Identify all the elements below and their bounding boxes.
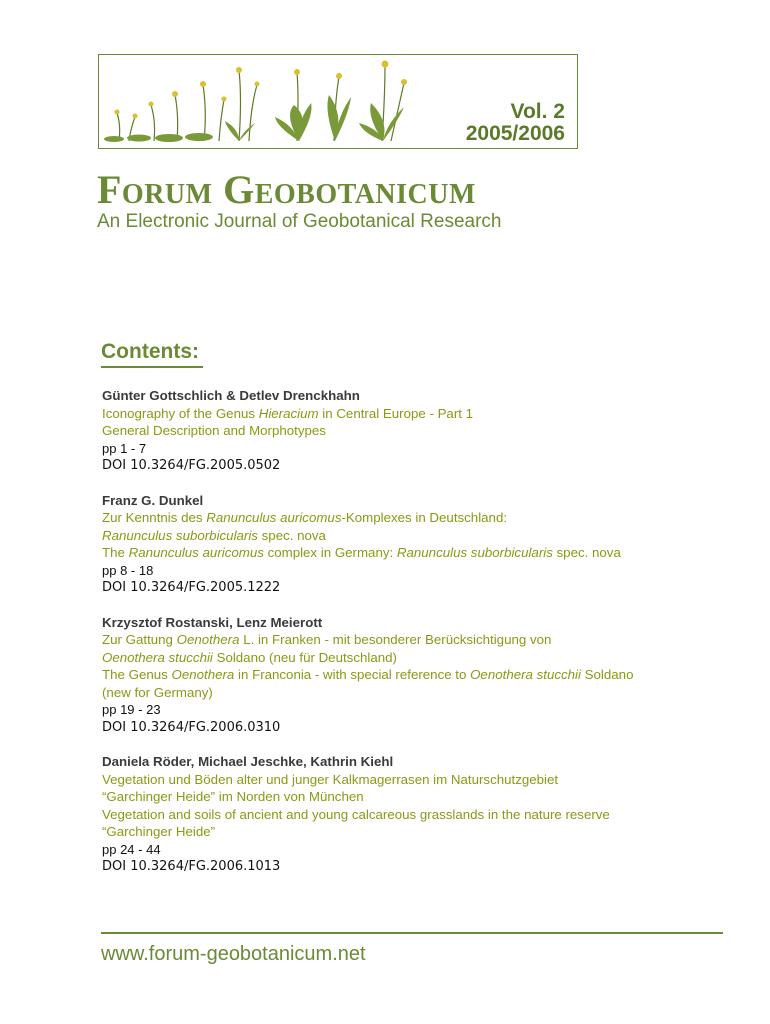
plant-illustrations [99, 55, 479, 147]
entry-doi[interactable]: DOI 10.3264/FG.2005.1222 [102, 580, 281, 595]
contents-heading: Contents: [101, 340, 199, 363]
footer-divider [101, 932, 723, 934]
volume-info [466, 101, 565, 145]
entry-title-line[interactable]: (new for Germany) [102, 684, 213, 700]
entry-title-line[interactable]: “Garchinger Heide” im Norden von München [102, 789, 364, 804]
entry-pages: pp 8 - 18 [102, 562, 154, 578]
contents-entry [102, 753, 742, 876]
contents-list [102, 387, 742, 893]
entry-title-line[interactable]: General Description and Morphotypes [102, 423, 326, 438]
entry-pages: pp 1 - 7 [102, 440, 147, 456]
entry-title-line[interactable]: “Garchinger Heide” [102, 824, 216, 839]
journal-subtitle: An Electronic Journal of Geobotanical Research [97, 211, 502, 232]
entry-authors: Daniela Röder, Michael Jeschke, Kathrin Kiehl [102, 754, 394, 769]
contents-entry [102, 614, 742, 737]
volume-label: Vol. 2 [510, 100, 565, 123]
entry-authors: Günter Gottschlich & Detlev Drenckhahn [102, 388, 360, 403]
entry-doi[interactable]: DOI 10.3264/FG.2005.0502 [102, 458, 281, 473]
entry-doi[interactable]: DOI 10.3264/FG.2006.1013 [102, 859, 281, 874]
contents-underline [101, 366, 203, 368]
entry-title-line[interactable]: Vegetation und Böden alter und junger Kalkmagerrasen im Naturschutzgebiet [102, 771, 559, 787]
entry-title-line[interactable]: Vegetation and soils of ancient and young calcareous grasslands in the nature reserve [102, 806, 610, 822]
entry-title-line[interactable]: The Genus Oenothera in Franconia - with special reference to Oenothera stucchii Soldano [102, 667, 634, 682]
entry-title-line[interactable]: Iconography of the Genus Hieracium in Central Europe - Part 1 [102, 405, 474, 421]
journal-title: Forum Geobotanicum [97, 167, 476, 212]
header-banner [98, 54, 578, 149]
entry-authors: Krzysztof Rostanski, Lenz Meierott [102, 614, 323, 630]
entry-pages: pp 24 - 44 [102, 841, 161, 857]
entry-title-line[interactable]: Zur Kenntnis des Ranunculus auricomus-Komplexes in Deutschland: [102, 510, 508, 525]
entry-title-line[interactable]: The Ranunculus auricomus complex in Germany: Ranunculus suborbicularis spec. nova [102, 545, 621, 560]
contents-entry [102, 492, 742, 597]
entry-title-line[interactable]: Oenothera stucchii Soldano (neu für Deutschland) [102, 649, 397, 665]
entry-title-line[interactable]: Ranunculus suborbicularis spec. nova [102, 527, 326, 543]
volume-years: 2005/2006 [465, 122, 565, 145]
entry-doi[interactable]: DOI 10.3264/FG.2006.0310 [102, 719, 281, 735]
entry-title-line[interactable]: Zur Gattung Oenothera L. in Franken - mit besonderer Berücksichtigung von [102, 632, 552, 647]
entry-pages: pp 19 - 23 [102, 702, 161, 717]
entry-authors: Franz G. Dunkel [102, 492, 204, 508]
contents-entry [102, 387, 742, 475]
footer-url[interactable]: www.forum-geobotanicum.net [101, 943, 366, 965]
